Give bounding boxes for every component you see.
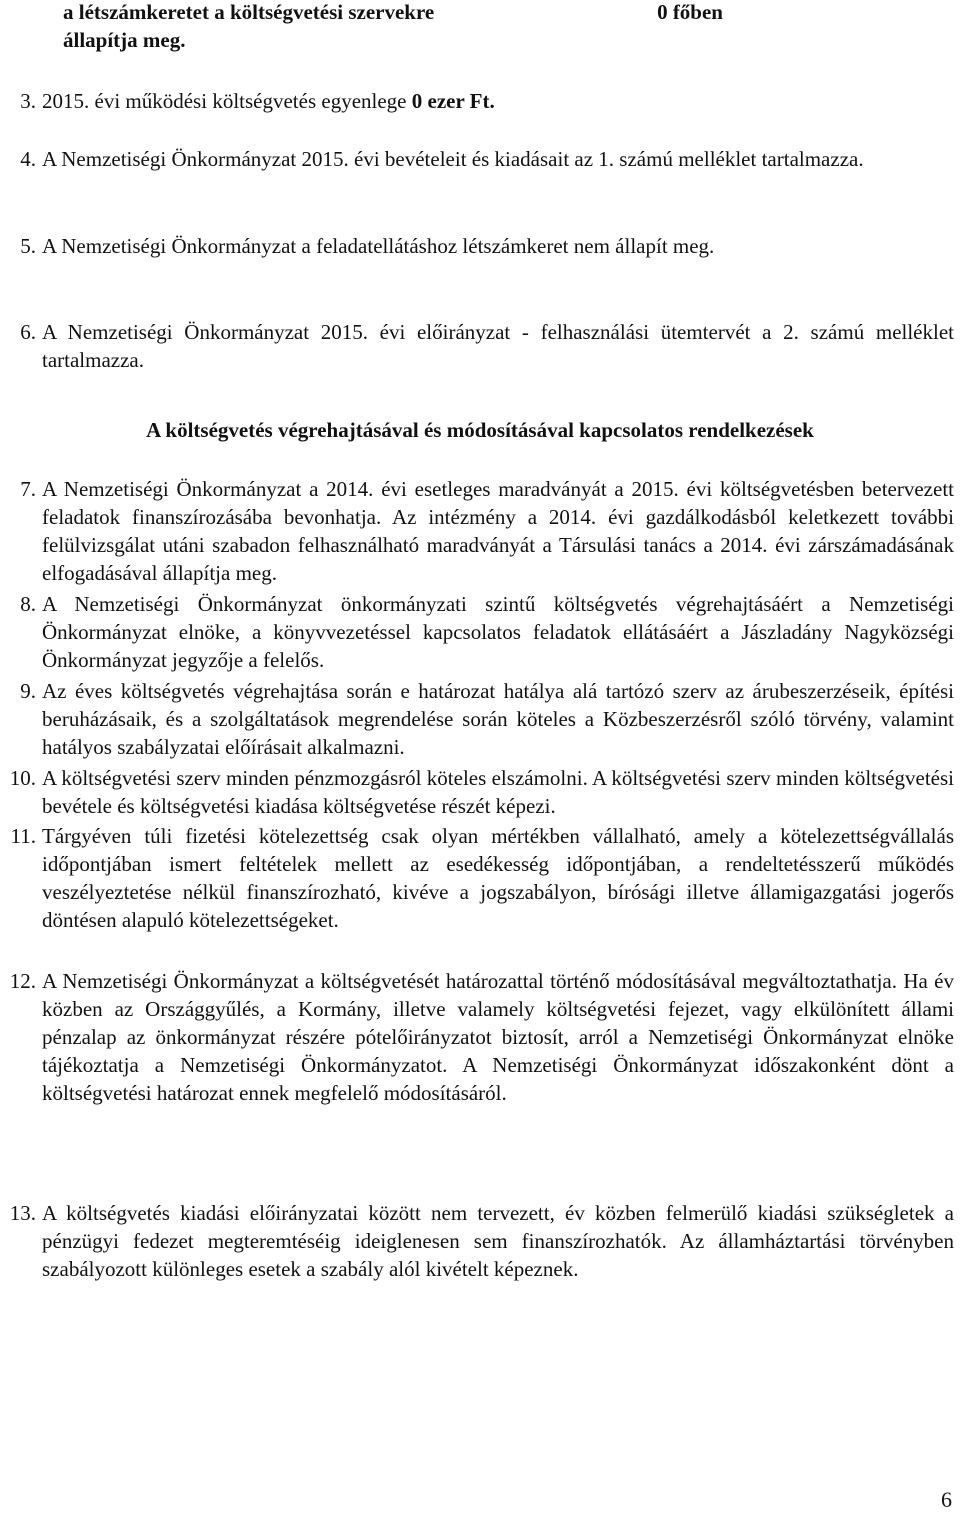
item-3-text: 2015. évi működési költségvetés egyenlege [42, 89, 412, 113]
item-text: A Nemzetiségi Önkormányzat önkormányzati szintű költségvetés végrehajtásáért a Nemzetiségi Önkormányzat elnöke, a könyvvezetéssel kapcsolatos feladatok ellátásáért a Jászladány Nagyközségi Önkormányzat jegyzője a felelős. [42, 592, 954, 672]
item-text: Az éves költségvetés végrehajtása során e határozat hatálya alá tartózó szerv az árubeszerzéseik, építési beruházásaik, és a szolgáltatások megrendelése során köteles a Közbeszerzésről szóló törvény, valamint hatályos szabályzatai előírásait alkalmazni. [42, 679, 954, 759]
page-number: 6 [941, 1487, 952, 1512]
item-number: 7. [20, 477, 36, 501]
item-text: Tárgyéven túli fizetési kötelezettség csak olyan mértékben vállalható, amely a kötelezettségvállalás időpontjában ismert feltételek mellett az esedékesség időpontjában, a rendeltetésszerű működés veszélyeztetése nélkül finanszírozható, kivéve a jogszabályon, bírósági illetve államigazgatási jogerős döntésen alapuló kötelezettségeket. [42, 824, 954, 932]
item-number: 11. [10, 824, 36, 848]
item-3-amount: 0 ezer Ft. [411, 89, 495, 113]
item-text: A Nemzetiségi Önkormányzat 2015. évi előirányzat - felhasználási ütemtervét a 2. számú melléklet tartalmazza. [42, 320, 954, 372]
top-block-line2: állapítja meg. [63, 28, 186, 52]
item-text: A Nemzetiségi Önkormányzat a 2014. évi esetleges maradványát a 2015. évi költségvetésben betervezett feladatok finanszírozásába bevonhatja. Az intézmény a 2014. évi gazdálkodásból keletkezett további felülvizsgálat utáni szabadon felhasználható maradványát a Társulási tanács a 2014. évi zárszámadásának elfogadásával állapítja meg. [42, 477, 954, 585]
item-text: A költségvetési szerv minden pénzmozgásról köteles elszámolni. A költségvetési szerv minden költségvetési bevétele és költségvetési kiadása költségvetése részét képezi. [42, 766, 954, 818]
item-number: 9. [20, 679, 36, 703]
top-block-line1-left: a létszámkeretet a költségvetési szervekre [63, 0, 435, 24]
item-text: A Nemzetiségi Önkormányzat a költségvetését határozattal történő módosításával megváltoztathatja. Ha év közben az Országgyűlés, a Kormány, illetve valamely költségvetési fejezet, vagy elkülönített állami pénzalap az önkormányzat részére pótelőirányzatot biztosít, arról a Nemzetiségi Önkormányzat elnöke tájékoztatja a Nemzetiségi Önkormányzatot. A Nemzetiségi Önkormányzat időszakonként dönt a költségvetési határozat ennek megfelelő módosításáról. [42, 969, 954, 1105]
item-text: A költségvetés kiadási előirányzatai között nem tervezett, év közben felmerülő kiadási szükségletek a pénzügyi fedezet megteremtéséig ideiglenesen sem finanszírozhatók. Az államháztartási törvényben szabályozott különleges esetek a szabály alól kivételt képeznek. [42, 1201, 954, 1281]
item-text [42, 87, 954, 115]
item-text: A Nemzetiségi Önkormányzat a feladatellátáshoz létszámkeret nem állapít meg. [42, 234, 715, 258]
item-number: 8. [20, 592, 36, 616]
top-block [63, 0, 723, 54]
item-number: 3. [20, 89, 36, 113]
item-number: 13. [9, 1201, 36, 1225]
item-number: 4. [20, 147, 36, 171]
item-number: 6. [20, 320, 36, 344]
item-number: 5. [20, 234, 36, 258]
item-number: 10. [9, 766, 36, 790]
section-heading: A költségvetés végrehajtásával és módosításával kapcsolatos rendelkezések [146, 418, 814, 442]
item-text: A Nemzetiségi Önkormányzat 2015. évi bevételeit és kiadásait az 1. számú melléklet tartalmazza. [42, 147, 864, 171]
top-block-row [63, 0, 723, 26]
item-number: 12. [9, 969, 36, 993]
top-block-line1-right: 0 főben [657, 0, 723, 24]
